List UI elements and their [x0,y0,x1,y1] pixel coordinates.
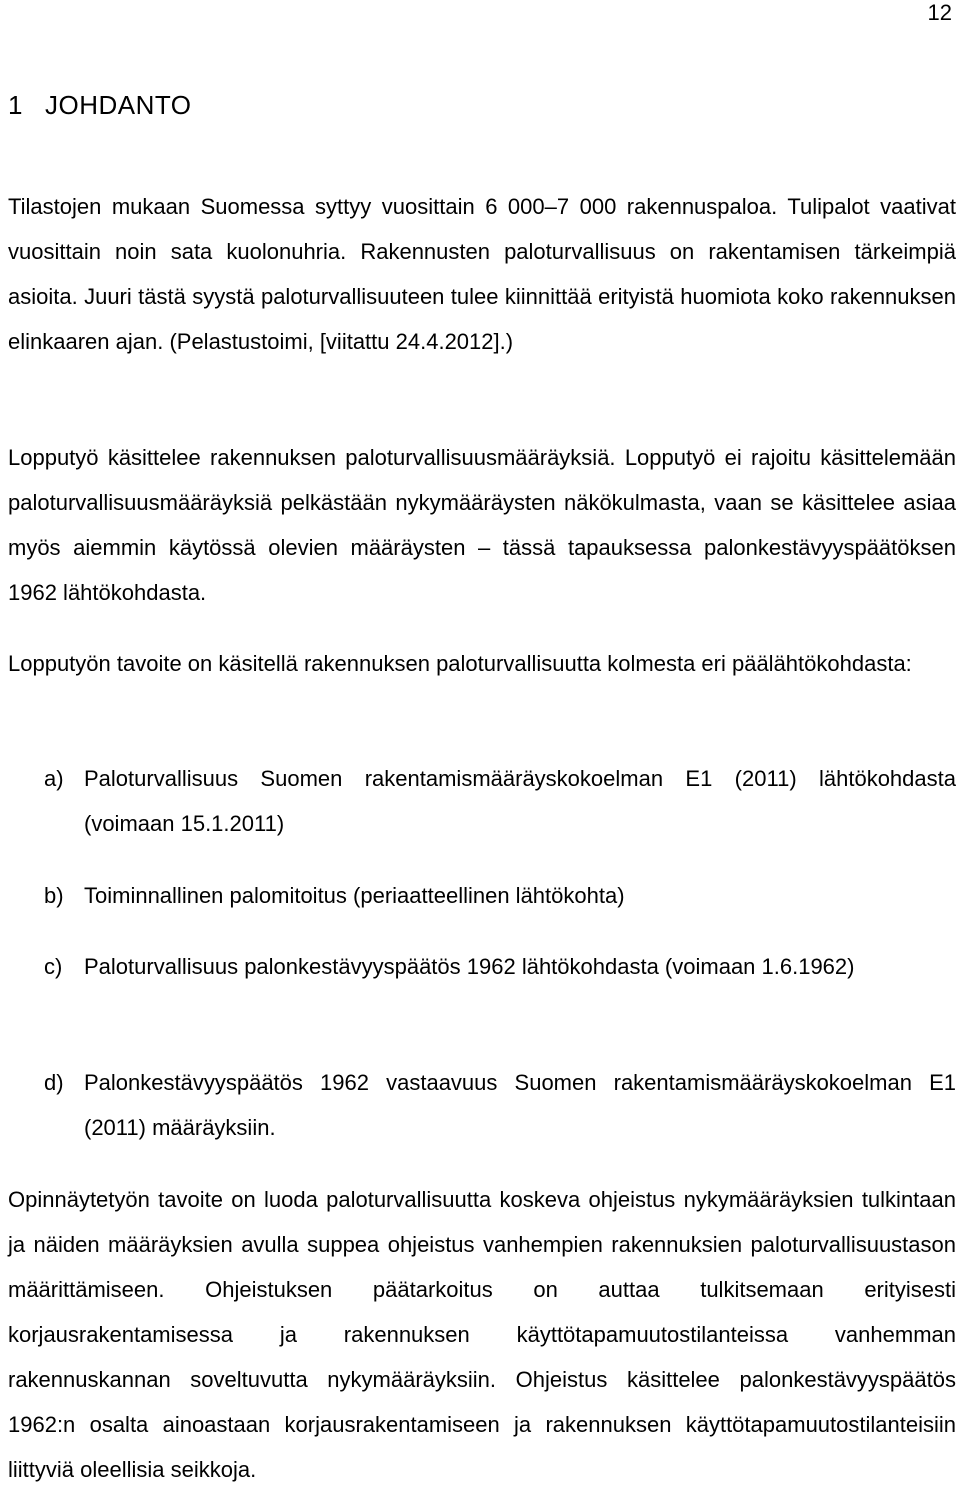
paragraph-goal: Lopputyön tavoite on käsitellä rakennuksen paloturvallisuutta kolmesta eri päälähtökohdasta: [8,651,912,676]
list-item-text: Paloturvallisuus Suomen rakentamismääräyskokoelman E1 (2011) lähtökohdasta (voimaan 15.1.2011) [84,766,956,836]
list-marker: c) [44,954,63,979]
list-marker: d) [44,1070,64,1095]
chapter-title: JOHDANTO [44,90,192,120]
list-marker: a) [44,766,64,791]
list-item-text: Paloturvallisuus palonkestävyyspäätös 1962 lähtökohdasta (voimaan 1.6.1962) [84,954,855,979]
paragraph-thesis-objective: Opinnäytetyön tavoite on luoda paloturvallisuutta koskeva ohjeistus nykymääräyksien tulkintaan ja näiden määräyksien avulla suppea ohjeistus vanhempien rakennuksien paloturvallisuustason määrittämiseen. Ohjeistuksen päätarkoitus on auttaa tulkitsemaan erityisesti korjausrakentamisessa ja rakennuksen käyttötapamuutostilanteissa vanhemman rakennuskannan soveltuvutta nykymääräyksiin. Ohjeistus käsittelee palonkestävyyspäätös 1962:n osalta ainoastaan korjausrakentamiseen ja rakennuksen käyttötapamuutostilanteisiin liittyviä oleellisia seikkoja. [8,1187,956,1482]
paragraph-intro: Tilastojen mukaan Suomessa syttyy vuosittain 6 000–7 000 rakennuspaloa. Tulipalot vaativat vuosittain noin sata kuolonuhria. Rakennusten paloturvallisuus on rakentamisen tärkeimpiä asioita. Juuri tästä syystä paloturvallisuuteen tulee kiinnittää erityistä huomiota koko rakennuksen elinkaaren ajan. (Pelastustoimi, [viitattu 24.4.2012].) [8,194,956,354]
list-item-d [44,1060,956,1150]
list-item-c [44,944,956,989]
chapter-heading [8,88,192,122]
paragraph-scope: Lopputyö käsittelee rakennuksen paloturvallisuusmääräyksiä. Lopputyö ei rajoitu käsittelemään paloturvallisuusmääräyksiä pelkästään nykymääräysten näkökulmasta, vaan se käsittelee asiaa myös aiemmin käytössä olevien määräysten – tässä tapauksessa palonkestävyyspäätöksen 1962 lähtökohdasta. [8,445,956,605]
list-item-b [44,873,956,918]
list-item-text: Toiminnallinen palomitoitus (periaatteellinen lähtökohta) [84,883,625,908]
list-item-a [44,756,956,846]
page-number: 12 [927,0,952,25]
list-marker: b) [44,883,64,908]
list-item-text: Palonkestävyyspäätös 1962 vastaavuus Suomen rakentamismääräyskokoelman E1 (2011) määräyksiin. [84,1070,956,1140]
chapter-number: 1 [8,90,23,120]
